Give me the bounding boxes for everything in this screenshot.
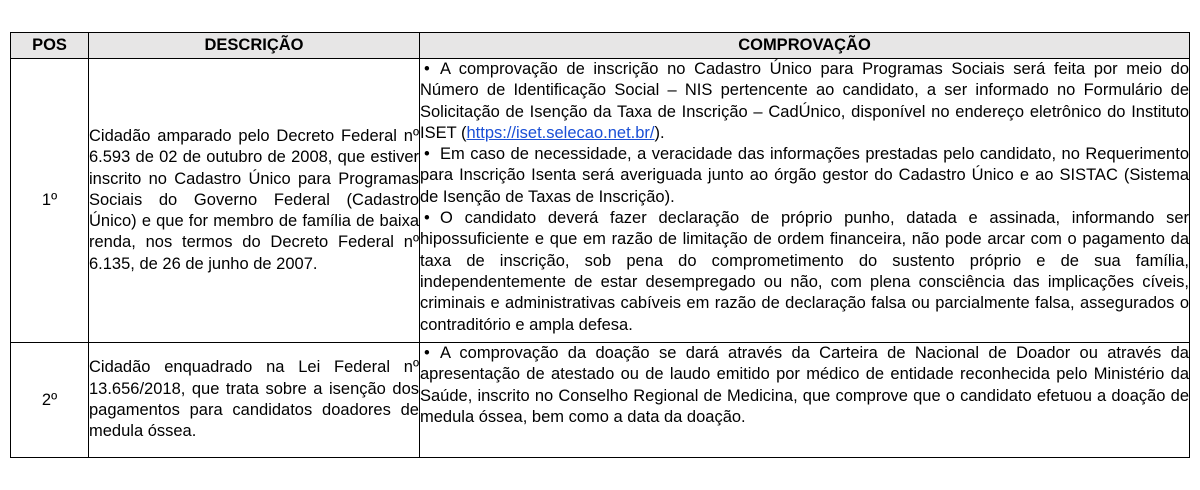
row-2-item-1-text: A comprovação da doação se dará através da Carteira de Nacional de Doador ou através da apresentação de atestado ou de laudo emitido por médico de entidade reconhecida pelo Ministério da Saúde, inscrito no Conselho Regional de Medicina, que comprove que o candidato efetuou a doação de medula óssea, bem como a data da doação. <box>420 344 1189 426</box>
table-row <box>11 59 1190 343</box>
iset-link[interactable]: https://iset.selecao.net.br/ <box>466 123 655 142</box>
row-1-pos: 1º <box>11 59 89 343</box>
header-pos: POS <box>11 33 89 59</box>
bullet-icon: • <box>424 344 430 362</box>
bullet-icon: • <box>424 145 430 164</box>
row-2-descricao-text: Cidadão enquadrado na Lei Federal nº 13.656/2018, que trata sobre a isenção dos pagamentos para candidatos doadores de medula óssea. <box>89 358 419 441</box>
table-row <box>11 343 1190 458</box>
row-2-item-1 <box>420 343 1189 428</box>
header-descricao: DESCRIÇÃO <box>89 33 420 59</box>
row-1-item-1-tail: ). <box>654 123 665 142</box>
row-1-item-3 <box>420 208 1189 336</box>
header-row <box>11 33 1190 59</box>
row-1-item-1-text: A comprovação de inscrição no Cadastro Único para Programas Sociais será feita por meio do Número de Identificação Social – NIS pertencente ao candidato, a ser informado no Formulário de Solicitação de Isenção da Taxa de Inscrição – CadÚnico, disponível no endereço eletrônico do Instituto ISET ( <box>420 60 1189 142</box>
row-2-pos: 2º <box>11 343 89 458</box>
bullet-icon: • <box>424 60 430 78</box>
header-comprovacao: COMPROVAÇÃO <box>420 33 1190 59</box>
row-1-comprovacao <box>420 59 1190 343</box>
bullet-icon: • <box>424 209 430 228</box>
row-1-descricao <box>89 59 420 343</box>
row-2-descricao <box>89 343 420 458</box>
row-1-descricao-text: Cidadão amparado pelo Decreto Federal nº 6.593 de 02 de outubro de 2008, que estiver inscrito no Cadastro Único para Programas Sociais do Governo Federal (Cadastro Único) e que for membro de família de baixa renda, nos termos do Decreto Federal nº 6.135, de 26 de junho de 2007. <box>89 126 419 273</box>
row-1-item-2 <box>420 144 1189 208</box>
row-1-item-3-text: O candidato deverá fazer declaração de próprio punho, datada e assinada, informando ser hipossuficiente e que em razão de limitação de ordem financeira, não pode arcar com o pagamento da taxa de inscrição, sob pena do comprometimento do sustento próprio e de sua família, independentemente de estar desempregado ou não, com plena consciência das implicações cíveis, criminais e administrativas cabíveis em razão de declaração falsa ou parcialmente falsa, assegurados o contraditório e ampla defesa. <box>420 209 1189 334</box>
row-2-comprovacao <box>420 343 1190 458</box>
row-1-item-1 <box>420 59 1189 144</box>
isencao-table <box>10 32 1190 458</box>
row-1-item-2-text: Em caso de necessidade, a veracidade das informações prestadas pelo candidato, no Requerimento para Inscrição Isenta será averiguada junto ao órgão gestor do Cadastro Único e ao SISTAC (Sistema de Isenção de Taxas de Inscrição). <box>420 145 1189 206</box>
